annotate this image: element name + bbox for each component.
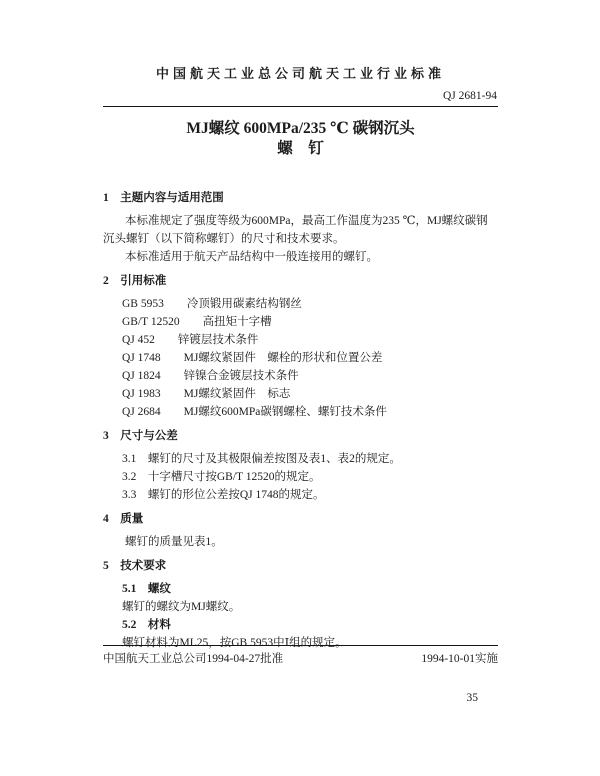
section-1-paragraph-2: 本标准适用于航天产品结构中一般连接用的螺钉。: [125, 251, 378, 263]
section-3-heading: 3 尺寸与公差: [103, 430, 178, 442]
footer-divider: [103, 645, 498, 646]
clause-5-2-heading: 5.2 材料: [122, 619, 171, 631]
section-4-paragraph: 螺钉的质量见表1。: [125, 536, 223, 548]
section-1-paragraph-1: 本标准规定了强度等级为600MPa，最高工作温度为235 ℃，MJ螺纹碳钢沉头螺钉（以下简称螺钉）的尺寸和技术要求。: [103, 215, 488, 245]
clause-3-3: 3.3 螺钉的形位公差按QJ 1748的规定。: [122, 489, 325, 501]
page-number: 35: [466, 692, 478, 704]
section-4-heading: 4 质量: [103, 513, 144, 525]
clause-5-1-text: 螺钉的螺纹为MJ螺纹。: [122, 601, 241, 613]
section-2-heading: 2 引用标准: [103, 275, 167, 287]
footer-dates-row: [103, 652, 498, 667]
reference-item: QJ 1748 MJ螺纹紧固件 螺栓的形状和位置公差: [122, 352, 383, 364]
document-body: [103, 189, 498, 652]
clause-3-1: 3.1 螺钉的尺寸及其极限偏差按图及表1、表2的规定。: [122, 453, 401, 465]
implementation-note: 1994-10-01实施: [421, 653, 498, 665]
reference-item: QJ 1824 锌镍合金镀层技术条件: [122, 370, 299, 382]
page-footer: [103, 645, 498, 667]
standard-org-header: 中国航天工业总公司航天工业行业标准: [155, 66, 445, 81]
reference-item: QJ 452 锌镀层技术条件: [122, 334, 259, 346]
document-title: [103, 119, 498, 159]
clause-5-1-heading: 5.1 螺纹: [122, 583, 171, 595]
clause-3-2: 3.2 十字槽尺寸按GB/T 12520的规定。: [122, 471, 321, 483]
clause-5-2-text: 螺钉材料为ML25，按GB 5953中Ⅰ组的规定。: [122, 637, 347, 649]
section-5-clauses: [103, 580, 498, 652]
approval-note: 中国航天工业总公司1994-04-27批准: [103, 653, 284, 665]
document-title-line2: 螺 钉: [277, 140, 324, 157]
reference-item: QJ 2684 MJ螺纹600MPa碳钢螺栓、螺钉技术条件: [122, 406, 387, 418]
document-title-line1: MJ螺纹 600MPa/235 ℃ 碳钢沉头: [186, 120, 415, 137]
header-divider: [103, 106, 498, 107]
reference-item: GB 5953 冷顶锻用碳素结构钢丝: [122, 298, 302, 310]
section-5-heading: 5 技术要求: [103, 560, 167, 572]
reference-item: GB/T 12520 高扭矩十字槽: [122, 316, 272, 328]
reference-item: QJ 1983 MJ螺纹紧固件 标志: [122, 388, 291, 400]
page-content: [103, 66, 498, 652]
referenced-standards-list: [103, 295, 498, 421]
section-1-heading: 1 主题内容与适用范围: [103, 192, 224, 204]
standard-doc-number: QJ 2681-94: [443, 90, 497, 102]
section-3-clauses: [103, 450, 498, 504]
